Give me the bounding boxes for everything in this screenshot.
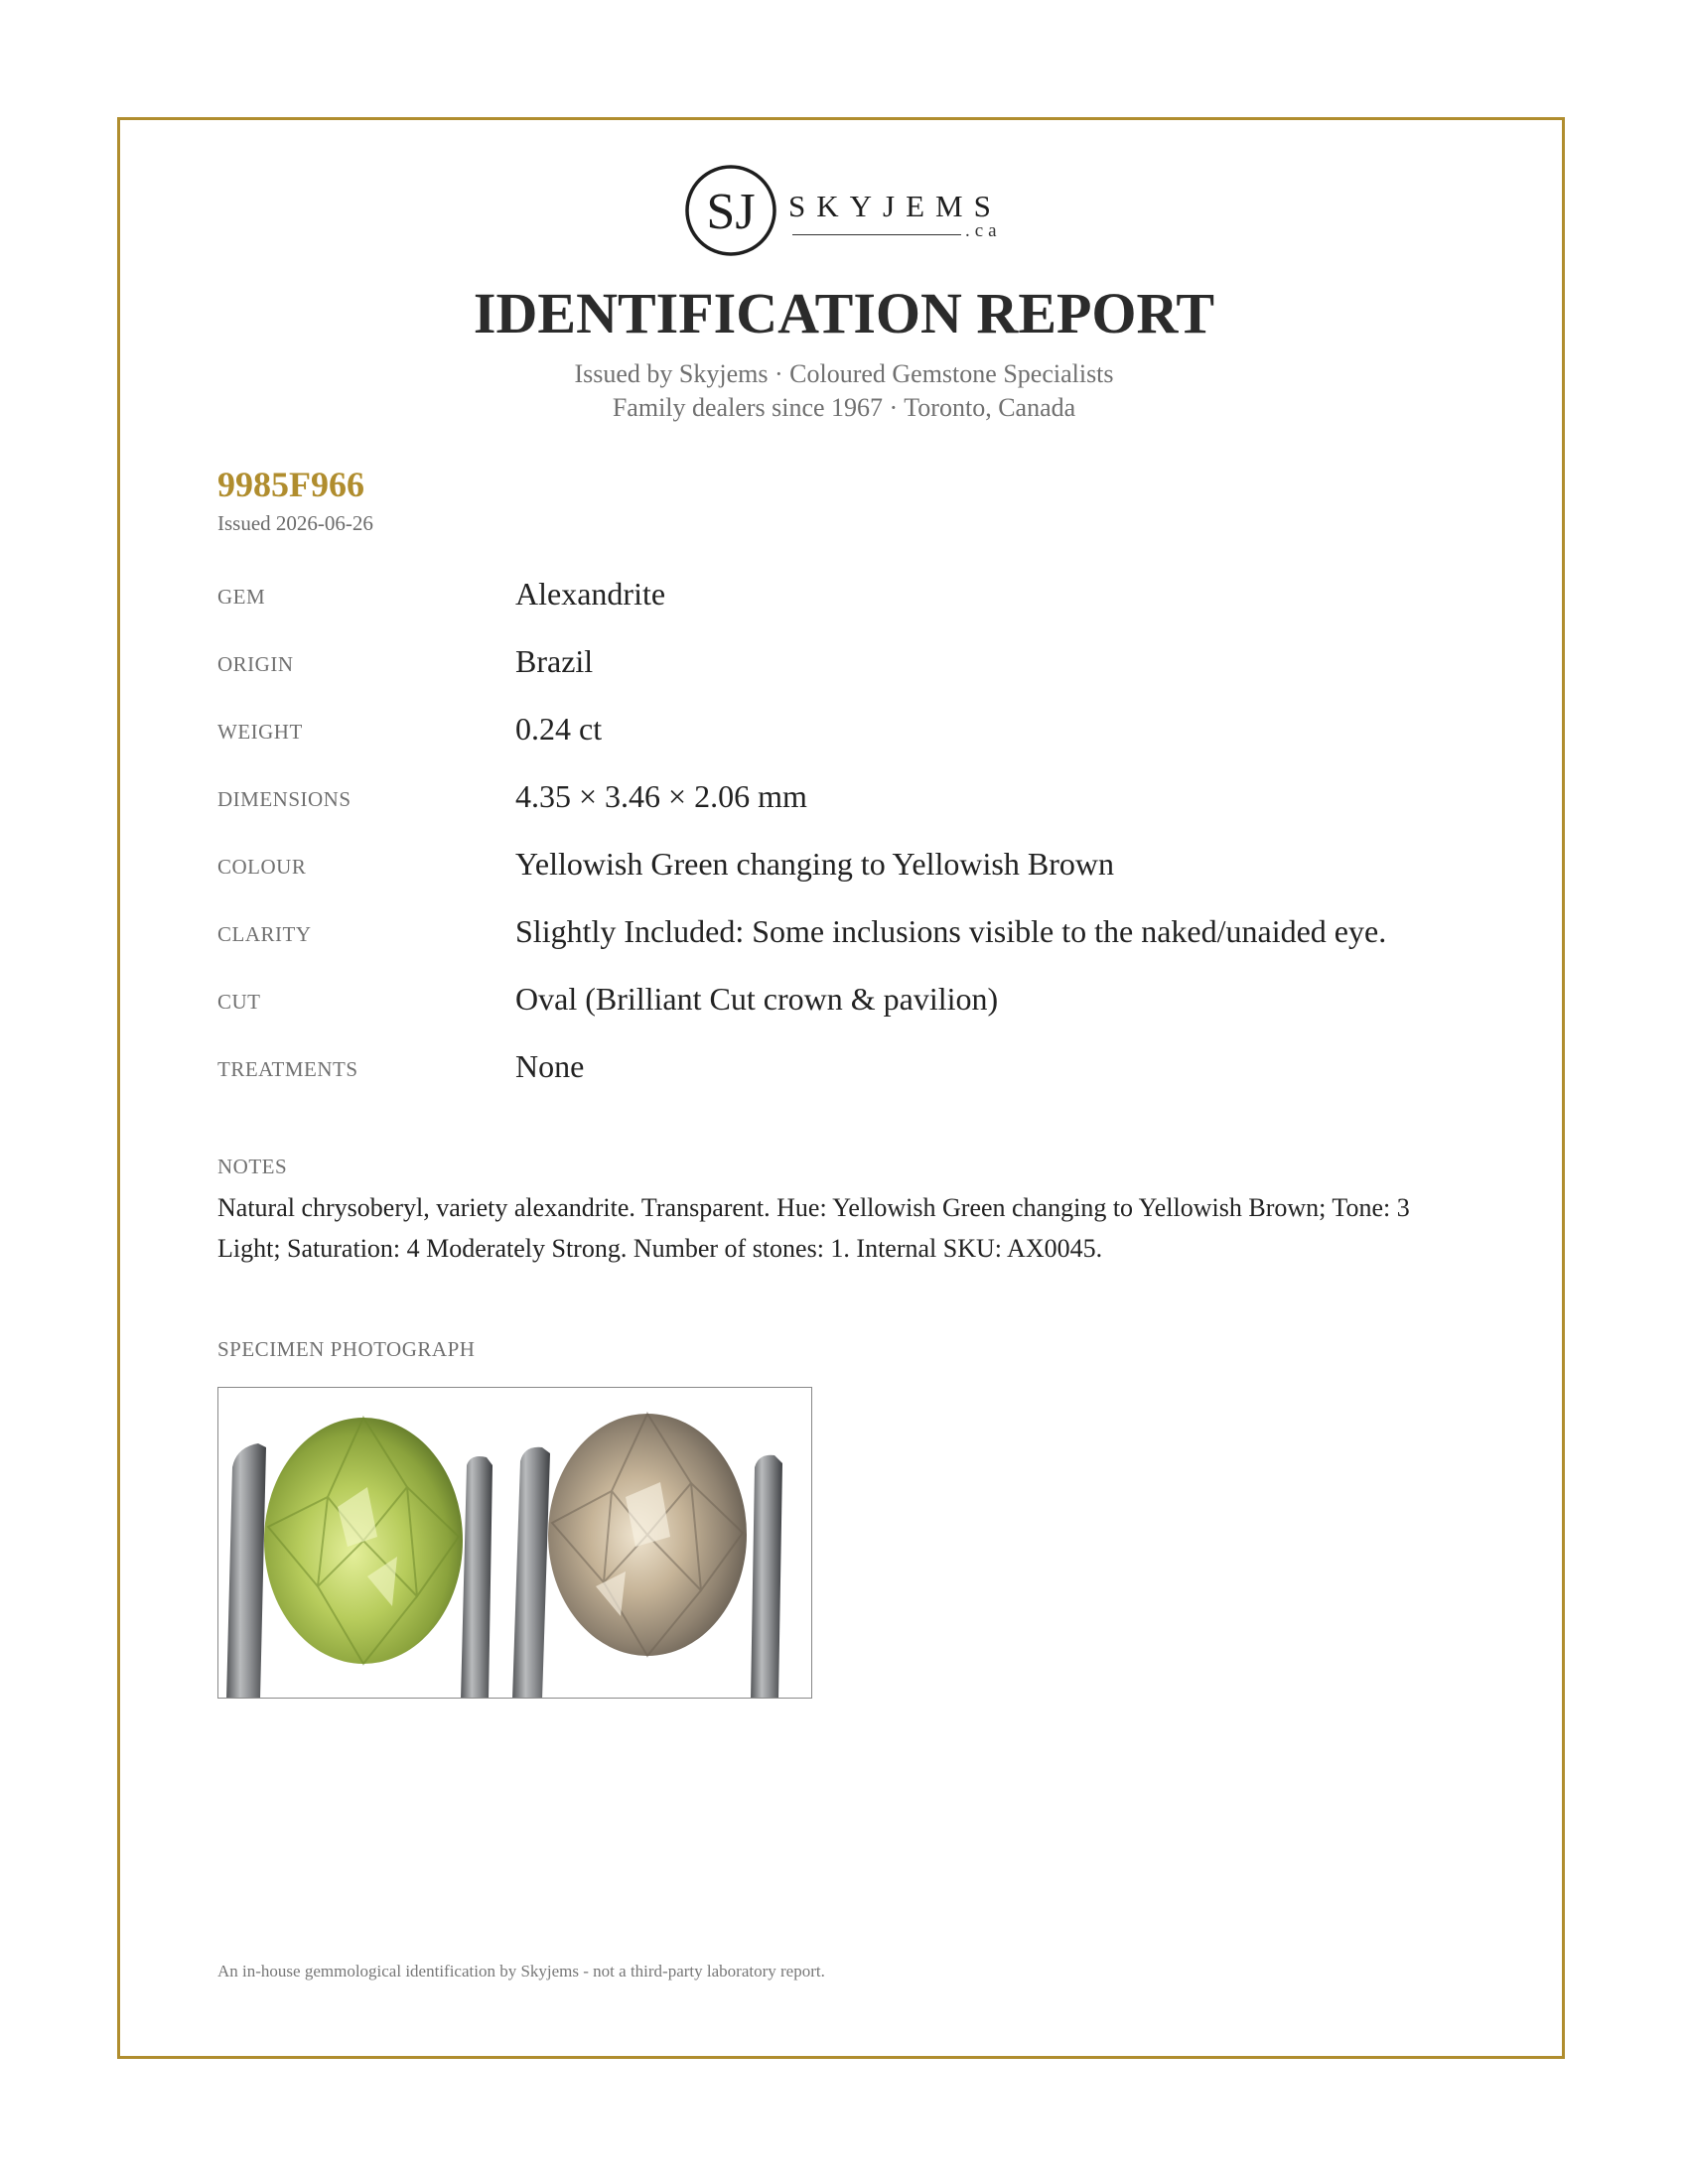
skyjems-logo (683, 163, 1011, 262)
field-row-weight (217, 703, 1508, 770)
photo-label: SPECIMEN PHOTOGRAPH (217, 1337, 476, 1361)
field-row-gem (217, 568, 1508, 635)
field-label: CLARITY (217, 922, 312, 946)
field-list (217, 568, 1508, 1108)
field-label: DIMENSIONS (217, 787, 352, 811)
logo-rule (792, 234, 961, 235)
tweezer-prong-right-b (751, 1455, 782, 1699)
brand-tld: .ca (965, 220, 1002, 241)
brand-name: SKYJEMS (788, 189, 1002, 223)
monogram-text: SJ (706, 184, 756, 240)
field-row-colour (217, 838, 1508, 905)
tweezer-prong-left-a (226, 1443, 266, 1699)
notes-text: Natural chrysoberyl, variety alexandrite. Transparent. Hue: Yellowish Green changing to Yellowish Brown; Tone: 3 Light; Saturation: 4 Moderately Strong. Number of stones: 1. Internal SKU: AX0045. (217, 1193, 1410, 1263)
specimen-photograph (217, 1387, 812, 1699)
field-value: None (515, 1048, 585, 1084)
issued-date: Issued 2026-06-26 (217, 511, 373, 535)
field-value: Slightly Included: Some inclusions visible to the naked/unaided eye. (515, 913, 1387, 949)
sj-monogram-icon (683, 163, 778, 258)
field-row-dimensions (217, 770, 1508, 838)
notes-label: NOTES (217, 1155, 288, 1178)
field-value: Alexandrite (515, 576, 666, 612)
field-label: CUT (217, 990, 261, 1014)
field-value: 4.35 × 3.46 × 2.06 mm (515, 778, 807, 814)
field-row-cut (217, 973, 1508, 1040)
disclaimer-footer: An in-house gemmological identification by Skyjems - not a third-party laboratory report. (217, 1962, 825, 1980)
issuer-line: Issued by Skyjems · Coloured Gemstone Specialists (574, 359, 1114, 388)
field-value: Brazil (515, 643, 594, 679)
field-row-origin (217, 635, 1508, 703)
specimen-photo-image (218, 1388, 812, 1699)
field-label: GEM (217, 585, 266, 609)
field-value: Yellowish Green changing to Yellowish Brown (515, 846, 1114, 882)
field-label: ORIGIN (217, 652, 294, 676)
report-title: IDENTIFICATION REPORT (473, 281, 1215, 345)
field-value: 0.24 ct (515, 711, 603, 747)
field-label: TREATMENTS (217, 1057, 358, 1081)
field-row-treatments (217, 1040, 1508, 1108)
field-row-clarity (217, 905, 1508, 973)
dealer-line: Family dealers since 1967 · Toronto, Canada (612, 393, 1076, 422)
field-label: COLOUR (217, 855, 307, 879)
report-id: 9985F966 (217, 465, 364, 504)
field-label: WEIGHT (217, 720, 303, 744)
field-value: Oval (Brilliant Cut crown & pavilion) (515, 981, 999, 1017)
